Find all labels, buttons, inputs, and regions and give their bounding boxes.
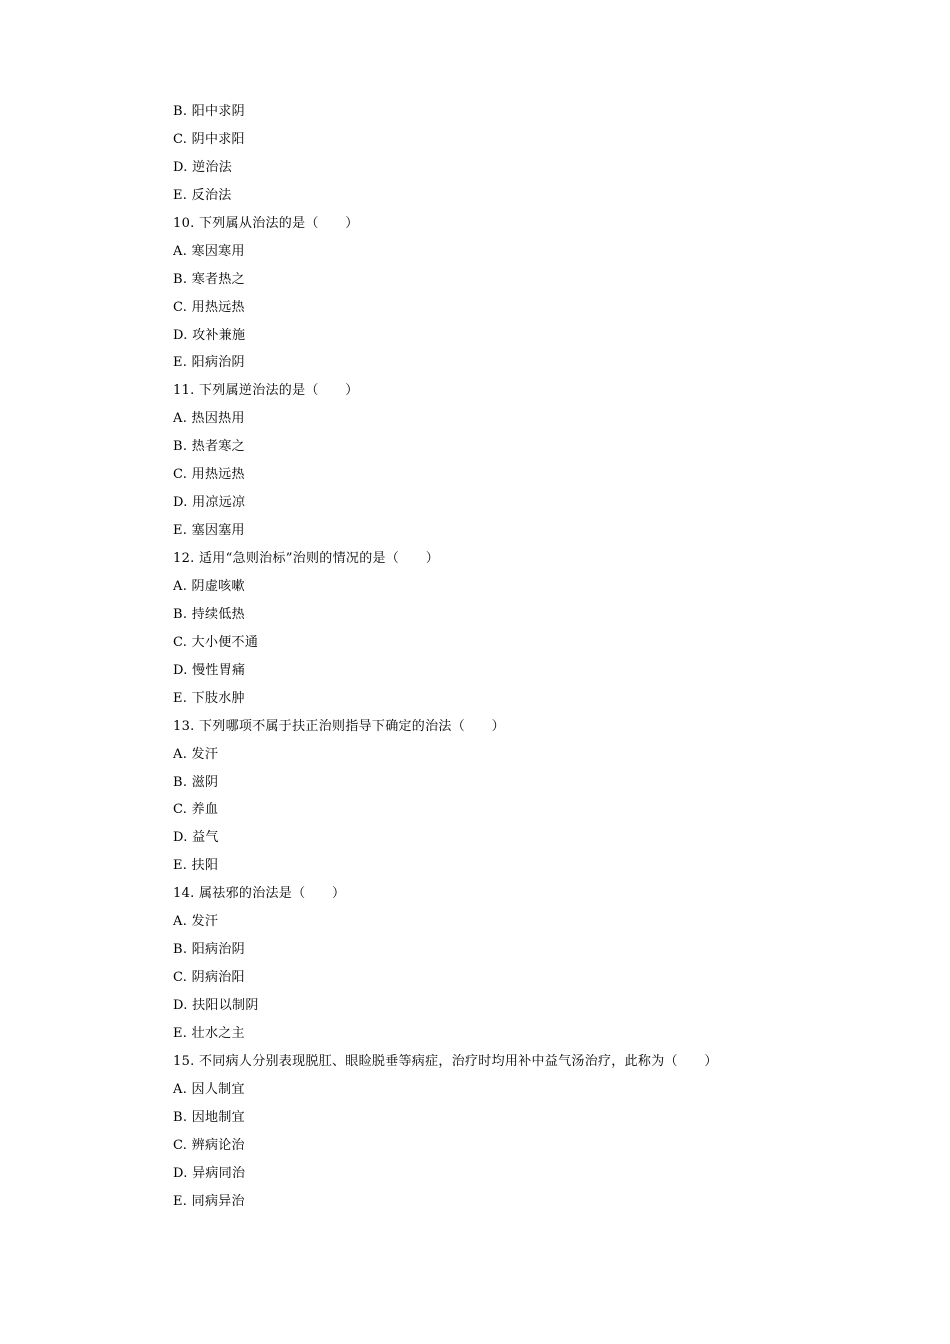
option-line: D. 益气 (173, 830, 219, 846)
question-stem: 14. 属祛邪的治法是（ ） (173, 886, 346, 902)
option-line: E. 下肢水肿 (173, 690, 245, 706)
option-line: E. 同病异治 (173, 1193, 245, 1209)
option-line: A. 寒因寒用 (173, 243, 245, 259)
document-page (173, 98, 873, 1216)
option-line: E. 反治法 (173, 187, 232, 203)
option-line: B. 热者寒之 (173, 439, 245, 455)
option-line: D. 用凉远凉 (173, 495, 246, 511)
option-line: A. 阴虚咳嗽 (173, 578, 245, 594)
option-line: C. 用热远热 (173, 299, 245, 315)
option-line: D. 扶阳以制阴 (173, 998, 259, 1013)
option-line: B. 滋阴 (173, 774, 219, 790)
option-line: A. 因人制宜 (173, 1081, 245, 1097)
option-line: E. 壮水之主 (173, 1025, 245, 1041)
option-line: D. 逆治法 (173, 159, 233, 175)
option-line: B. 持续低热 (173, 606, 245, 622)
option-line: C. 阴病治阳 (173, 970, 245, 986)
option-line: B. 阳病治阴 (173, 942, 245, 958)
option-line: D. 异病同治 (173, 1165, 246, 1181)
question-stem: 13. 下列哪项不属于扶正治则指导下确定的治法（ ） (173, 718, 505, 734)
option-line: A. 发汗 (173, 914, 219, 930)
option-line: E. 扶阳 (173, 858, 219, 874)
option-line: A. 发汗 (173, 746, 219, 762)
question-stem: 11. 下列属逆治法的是（ ） (173, 383, 359, 399)
question-stem: 15. 不同病人分别表现脱肛、眼睑脱垂等病症，治疗时均用补中益气汤治疗，此称为（ ） (173, 1053, 718, 1069)
question-stem: 12. 适用“急则治标”治则的情况的是（ ） (173, 551, 439, 566)
option-line: D. 慢性胃痛 (173, 662, 246, 678)
option-line: C. 养血 (173, 802, 219, 818)
option-line: E. 阳病治阴 (173, 355, 245, 371)
option-line: C. 大小便不通 (173, 634, 259, 650)
option-line: C. 阴中求阳 (173, 131, 245, 147)
option-line: C. 用热远热 (173, 467, 245, 483)
option-line: C. 辨病论治 (173, 1137, 245, 1153)
option-line: A. 热因热用 (173, 411, 245, 427)
question-stem: 10. 下列属从治法的是（ ） (173, 215, 359, 231)
option-line: E. 塞因塞用 (173, 523, 245, 539)
option-line: B. 因地制宜 (173, 1109, 245, 1125)
option-line: B. 阳中求阴 (173, 104, 245, 119)
option-line: B. 寒者热之 (173, 271, 245, 287)
option-line: D. 攻补兼施 (173, 327, 246, 343)
